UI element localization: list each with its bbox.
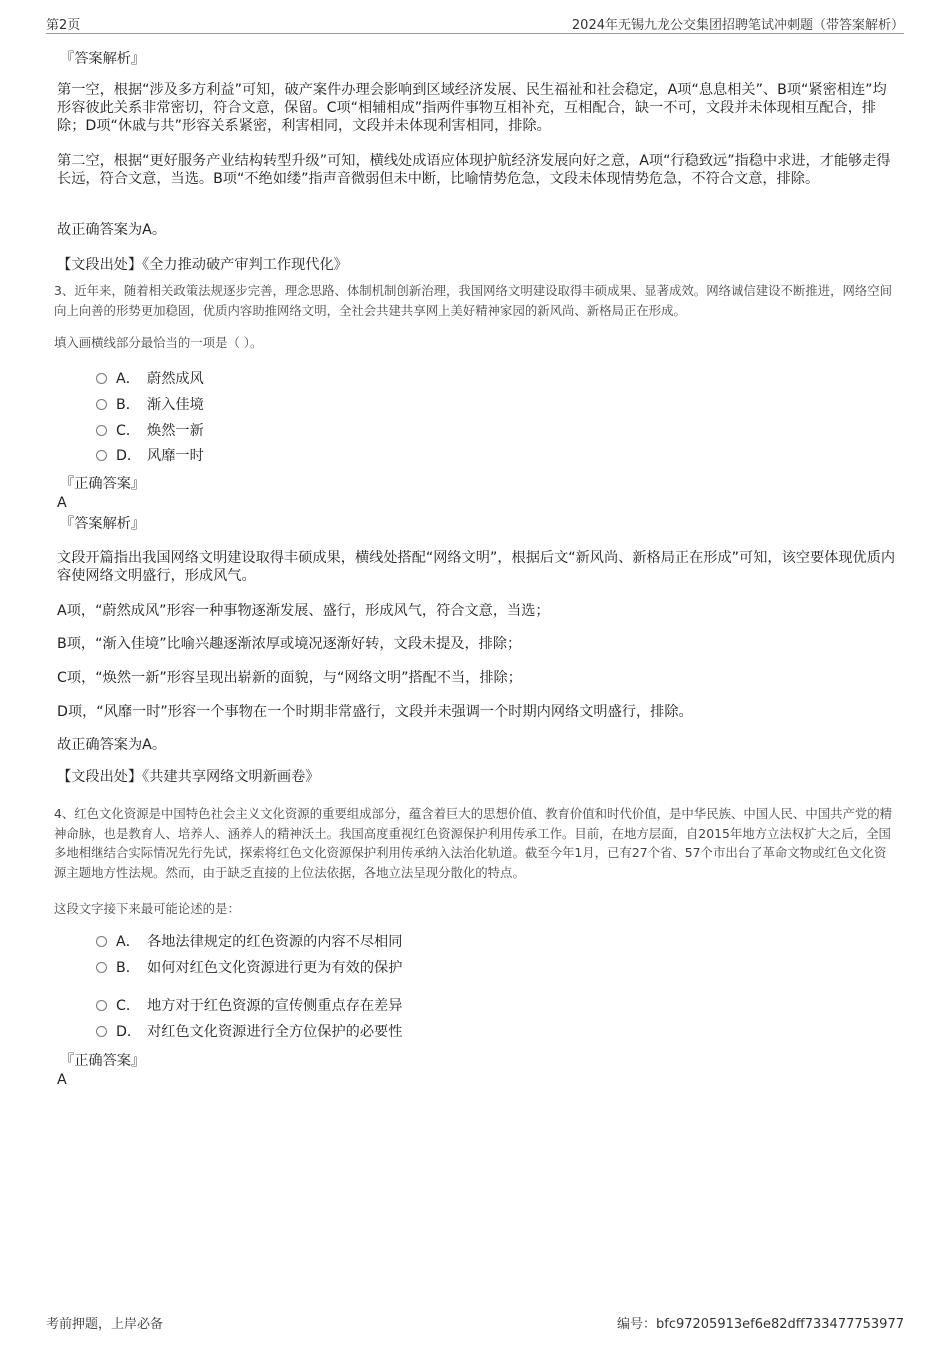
q3-option-c[interactable]: C． 焕然一新: [96, 421, 204, 441]
q4-option-b[interactable]: B． 如何对红色文化资源进行更为有效的保护: [96, 958, 402, 978]
option-text: 各地法律规定的红色资源的内容不尽相同: [147, 934, 403, 950]
q4-stem: 4、红色文化资源是中国特色社会主义文化资源的重要组成部分，蕴含着巨大的思想价值、教育价值和时代价值，是中华民族、中国人民、中国共产党的精神命脉，也是教育人、培养人、涵养人的精神沃土。我国高度重视红色资源保护利用传承工作。目前，在地方层面，自2015年地方立法权扩大之后，全国多地相继结合实际情况先行先试，探索将红色文化资源保护利用传承纳入法治化轨道。截至今年1月，已有27个省、57个市出台了革命文物或红色文化资源主题地方性法规。然而，由于缺乏直接的上位法依据，各地立法呈现分散化的特点。: [54, 806, 893, 880]
q4-option-c[interactable]: C． 地方对于红色资源的宣传侧重点存在差异: [96, 996, 402, 1016]
q4-option-d[interactable]: D． 对红色文化资源进行全方位保护的必要性: [96, 1022, 402, 1042]
q4-option-a[interactable]: A． 各地法律规定的红色资源的内容不尽相同: [96, 932, 402, 952]
q2-conclusion: 故正确答案为A。: [57, 222, 167, 238]
q4-prompt: 这段文字接下来最可能论述的是：: [54, 901, 240, 916]
q2-analysis-label: 『答案解析』: [60, 51, 146, 67]
option-text: 对红色文化资源进行全方位保护的必要性: [147, 1024, 403, 1040]
option-text: 蔚然成风: [147, 371, 204, 387]
option-text: 焕然一新: [147, 423, 204, 439]
q3-answer: A: [57, 495, 67, 511]
document-code: 编号：bfc97205913ef6e82dff733477753977: [617, 1317, 904, 1332]
radio-button-icon[interactable]: [96, 425, 107, 436]
page-header: [46, 14, 904, 34]
footer-slogan: 考前押题，上岸必备: [46, 1317, 164, 1332]
radio-button-icon[interactable]: [96, 450, 107, 461]
page-footer: [46, 1313, 904, 1333]
option-text: 如何对红色文化资源进行更为有效的保护: [147, 960, 403, 976]
q3-answer-label: 『正确答案』: [60, 476, 146, 492]
radio-button-icon[interactable]: [96, 962, 107, 973]
radio-button-icon[interactable]: [96, 936, 107, 947]
q2-analysis-p2: 第二空，根据“更好服务产业结构转型升级”可知，横线处成语应体现护航经济发展向好之意，A项“行稳致远”指稳中求进，才能够走得长远，符合文意，当选。B项“不绝如缕”指声音微弱但未中断，比喻情势危急，文段未体现情势危急，不符合文意，排除。: [57, 153, 891, 187]
option-text: 渐入佳境: [147, 397, 204, 413]
q2-source: 【文段出处】《全力推动破产审判工作现代化》: [57, 257, 348, 273]
q3-analysis-label: 『答案解析』: [60, 516, 146, 532]
q3-source: 【文段出处】《共建共享网络文明新画卷》: [57, 769, 320, 785]
q4-answer-label: 『正确答案』: [60, 1053, 146, 1069]
q3-analysis-p4: C项，“焕然一新”形容呈现出崭新的面貌，与“网络文明”搭配不当，排除；: [57, 670, 522, 686]
q3-analysis-p1: 文段开篇指出我国网络文明建设取得丰硕成果，横线处搭配“网络文明”，根据后文“新风尚、新格局正在形成”可知，该空要体现优质内容使网络文明盛行，形成风气。: [57, 550, 896, 584]
radio-button-icon[interactable]: [96, 373, 107, 384]
q3-analysis-p3: B项，“渐入佳境”比喻兴趣逐渐浓厚或境况逐渐好转，文段未提及，排除；: [57, 636, 522, 652]
document-title: 2024年无锡九龙公交集团招聘笔试冲刺题（带答案解析）: [571, 18, 904, 33]
page-number: 第2页: [46, 18, 81, 33]
radio-button-icon[interactable]: [96, 399, 107, 410]
radio-button-icon[interactable]: [96, 1000, 107, 1011]
q3-option-b[interactable]: B． 渐入佳境: [96, 395, 204, 415]
header-divider: [46, 33, 904, 34]
option-text: 风靡一时: [147, 448, 204, 464]
q3-option-d[interactable]: D． 风靡一时: [96, 446, 204, 466]
radio-button-icon[interactable]: [96, 1026, 107, 1037]
q3-analysis-p5: D项，“风靡一时”形容一个事物在一个时期非常盛行，文段并未强调一个时期内网络文明盛行，排除。: [57, 704, 693, 720]
q4-answer: A: [57, 1072, 67, 1088]
q3-conclusion: 故正确答案为A。: [57, 737, 167, 753]
q3-stem: 3、近年来，随着相关政策法规逐步完善，理念思路、体制机制创新治理，我国网络文明建设取得丰硕成果、显著成效。网络诚信建设不断推进，网络空间向上向善的形势更加稳固，优质内容助推网络文明，全社会共建共享网上美好精神家园的新风尚、新格局正在形成。: [54, 283, 893, 318]
q2-analysis-p1: 第一空，根据“涉及多方利益”可知，破产案件办理会影响到区域经济发展、民生福祉和社会稳定，A项“息息相关”、B项“紧密相连”均形容彼此关系非常密切，符合文意，保留。C项“相辅相成”指两件事物互相补充，互相配合，缺一不可，文段并未体现相互配合，排除；D项“休戚与共”形容关系紧密，利害相同，文段并未体现利害相同，排除。: [57, 82, 887, 134]
option-text: 地方对于红色资源的宣传侧重点存在差异: [147, 998, 403, 1014]
q3-analysis-p2: A项，“蔚然成风”形容一种事物逐渐发展、盛行，形成风气，符合文意，当选；: [57, 603, 550, 619]
q3-option-a[interactable]: A． 蔚然成风: [96, 369, 204, 389]
q3-prompt: 填入画横线部分最恰当的一项是（ ）。: [54, 335, 263, 350]
